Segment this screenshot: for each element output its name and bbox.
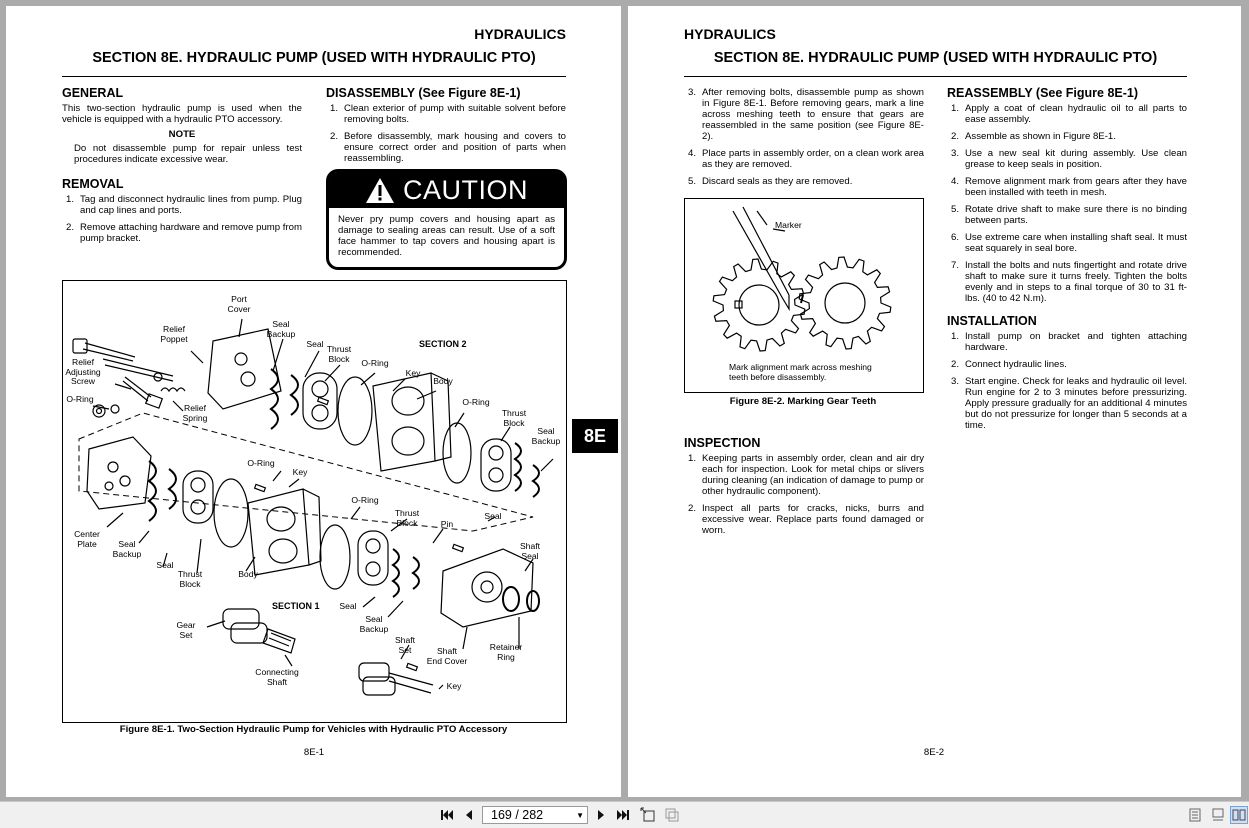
list-item: 2. Before disassembly, mark housing and covers to ensure correct order and position of parts when reassembling. — [330, 131, 566, 164]
label-key-1: Key — [405, 368, 421, 378]
label-seal-backup-1: Seal Backup — [266, 319, 296, 339]
label-seal-1: Seal — [306, 339, 324, 349]
label-seal-backup-2: Seal Backup — [531, 426, 561, 446]
facing-view-button[interactable] — [1230, 806, 1248, 824]
list-item: 2. Connect hydraulic lines. — [951, 359, 1067, 370]
list-item: 1. Keeping parts in assembly order, clean and air dry each for inspection. Look for metal chips or slivers during cleaning (an indication of damage to pump or other hydraulic component). — [688, 453, 924, 497]
page-indicator-value: 169 / 282 — [491, 808, 544, 822]
gear-right-bore — [825, 283, 865, 323]
installation-list — [947, 331, 1187, 431]
label-o-ring-2: O-Ring — [66, 394, 94, 404]
last-page-icon — [616, 809, 630, 821]
next-page-icon — [596, 809, 606, 821]
single-page-view-button[interactable] — [1186, 806, 1204, 824]
label-seal-4: Seal — [339, 601, 357, 611]
figure-2-note: Mark alignment mark across meshing teeth before disassembly. — [729, 362, 872, 382]
page-right — [628, 6, 1241, 797]
list-item: 2. Assemble as shown in Figure 8E-1. — [951, 131, 1116, 142]
figure-8e-1 — [62, 280, 567, 723]
list-item: 3. After removing bolts, disassemble pump as shown in Figure 8E-1. Before removing gears, mark a line across meshing teeth to ensure that gears are reassembled in the same position (see Figure 8E-2). — [688, 87, 924, 142]
fit-width-button[interactable] — [663, 806, 681, 824]
list-item: 7. Install the bolts and nuts fingertight and rotate drive shaft to make sure it turns freely. Tighten the bolts evenly and in steps to a final torque of 30 to 31 ft-lbs. (40 to 42 N.m). — [951, 260, 1187, 304]
list-item: 3. Use a new seal kit during assembly. Use clean grease to keep seals in position. — [951, 148, 1187, 170]
gear-left-bore — [739, 285, 779, 325]
continuous-view-button[interactable] — [1209, 806, 1227, 824]
inspection-heading: INSPECTION — [684, 436, 761, 450]
label-key-3: Key — [446, 681, 462, 691]
list-item: 5. Discard seals as they are removed. — [688, 176, 853, 187]
list-item: 1. Tag and disconnect hydraulic lines from pump. Plug and cap lines and ports. — [66, 194, 302, 216]
list-item: 1. Clean exterior of pump with suitable solvent before removing bolts. — [330, 103, 566, 125]
reassembly-list — [947, 103, 1187, 304]
facing-view-icon — [1232, 809, 1246, 821]
fit-page-icon — [640, 807, 656, 823]
label-retainer-ring: Retainer Ring — [489, 642, 523, 662]
list-item: 4. Remove alignment mark from gears after they have been installed with teeth in mesh. — [951, 176, 1187, 198]
inspection-list — [684, 453, 924, 536]
note-heading: NOTE — [168, 129, 196, 140]
label-seal-3: Seal — [156, 560, 174, 570]
inspection-section — [684, 436, 924, 542]
label-body-2: Body — [238, 569, 258, 579]
caution-word: CAUTION — [403, 174, 528, 205]
label-o-ring-1: O-Ring — [361, 358, 389, 368]
figure-8e-2-caption: Figure 8E-2. Marking Gear Teeth — [729, 396, 877, 407]
warning-icon — [365, 177, 395, 204]
label-connecting-shaft: Connecting Shaft — [255, 667, 299, 687]
viewer-toolbar — [0, 801, 1249, 828]
first-page-button[interactable] — [438, 806, 456, 824]
label-thrust-block-3: Thrust Block — [394, 508, 420, 528]
general-text: This two-section hydraulic pump is used when the vehicle is equipped with a hydraulic PTO accessory. — [62, 103, 302, 125]
installation-heading: INSTALLATION — [947, 314, 1037, 328]
page-number-input[interactable] — [482, 806, 588, 824]
left-column — [684, 87, 924, 193]
label-o-ring-4: O-Ring — [247, 458, 275, 468]
label-shaft-end-cover: Shaft End Cover — [426, 646, 468, 666]
label-gear-set: Gear Set — [176, 620, 196, 640]
list-item: 3. Start engine. Check for leaks and hydraulic oil level. Run engine for 2 to 3 minutes before pressurizing. Apply pressure gradually for an additional 4 minutes but do not pressurize for longer than 5 seconds at a time. — [951, 376, 1187, 431]
page-number: 8E-1 — [303, 747, 325, 758]
label-relief-spring: Relief Spring — [182, 403, 208, 423]
left-column — [62, 86, 302, 250]
list-item: 4. Place parts in assembly order, on a clean work area as they are removed. — [688, 148, 924, 170]
continuous-view-icon — [1212, 808, 1224, 822]
label-port-cover: Port Cover — [227, 294, 251, 314]
single-page-icon — [1189, 808, 1201, 822]
list-item: 1. Install pump on bracket and tighten attaching hardware. — [951, 331, 1187, 353]
general-heading: GENERAL — [62, 86, 124, 100]
label-relief-poppet: Relief Poppet — [160, 324, 188, 344]
label-seal-backup-3: Seal Backup — [112, 539, 142, 559]
list-item: 6. Use extreme care when installing shaft seal. It must seat squarely in seal bore. — [951, 232, 1187, 254]
running-header: HYDRAULICS — [684, 26, 776, 42]
disassembly-heading: DISASSEMBLY (See Figure 8E-1) — [326, 86, 521, 100]
label-section-1: SECTION 1 — [272, 601, 320, 611]
label-o-ring-3: O-Ring — [462, 397, 490, 407]
figure-8e-2 — [684, 198, 924, 393]
page-left — [6, 6, 621, 797]
chevron-down-icon: ▼ — [576, 811, 584, 820]
list-item: 2. Inspect all parts for cracks, nicks, burrs and excessive wear. Replace parts found damaged or worn. — [688, 503, 924, 536]
label-o-ring-5: O-Ring — [351, 495, 379, 505]
gear-right — [799, 257, 891, 349]
list-item: 2. Remove attaching hardware and remove pump from pump bracket. — [66, 222, 302, 244]
list-item: 5. Rotate drive shaft to make sure there is no binding between parts. — [951, 204, 1187, 226]
caution-box — [326, 169, 567, 270]
section-title: SECTION 8E. HYDRAULIC PUMP (USED WITH HYDRAULIC PTO) — [713, 50, 1158, 66]
right-column — [947, 86, 1187, 437]
fit-page-button[interactable] — [639, 806, 657, 824]
caution-band — [329, 172, 564, 208]
previous-page-button[interactable] — [460, 806, 478, 824]
page-number: 8E-2 — [923, 747, 945, 758]
removal-heading: REMOVAL — [62, 177, 124, 191]
note-text: Do not disassemble pump for repair unless test procedures indicate excessive wear. — [74, 143, 302, 165]
removal-list — [62, 194, 302, 244]
label-marker: Marker — [775, 220, 802, 230]
label-center-plate: Center Plate — [74, 529, 100, 549]
label-pin: Pin — [440, 519, 454, 529]
disassembly-list — [326, 103, 566, 164]
label-section-2: SECTION 2 — [419, 339, 467, 349]
figure-8e-1-caption: Figure 8E-1. Two-Section Hydraulic Pump for Vehicles with Hydraulic PTO Accessory — [119, 724, 508, 735]
label-thrust-block-4: Thrust Block — [177, 569, 203, 589]
label-thrust-block-2: Thrust Block — [501, 408, 527, 428]
right-column — [326, 86, 566, 170]
list-item: 1. Apply a coat of clean hydraulic oil to all parts to ease assembly. — [951, 103, 1187, 125]
next-page-button[interactable] — [592, 806, 610, 824]
previous-page-icon — [464, 809, 474, 821]
label-shaft-set: Shaft Set — [394, 635, 416, 655]
first-page-icon — [440, 809, 454, 821]
section-tab: 8E — [572, 419, 618, 453]
fit-width-icon — [664, 807, 680, 823]
title-rule — [684, 76, 1187, 77]
section-title: SECTION 8E. HYDRAULIC PUMP (USED WITH HYDRAULIC PTO) — [92, 50, 536, 66]
label-body-1: Body — [433, 376, 453, 386]
title-rule — [62, 76, 566, 77]
label-seal-2: Seal — [484, 511, 502, 521]
label-key-2: Key — [292, 467, 308, 477]
caution-text: Never pry pump covers and housing apart as damage to sealing areas can result. Use of a soft face hammer to tap covers and housing apart is recommended. — [338, 214, 555, 258]
label-relief-adjusting-screw: Relief Adjusting Screw — [65, 357, 101, 386]
label-shaft-seal: Shaft Seal — [519, 541, 541, 561]
reassembly-heading: REASSEMBLY (See Figure 8E-1) — [947, 86, 1139, 100]
gear-left — [713, 259, 805, 351]
label-seal-backup-4: Seal Backup — [359, 614, 389, 634]
running-header: HYDRAULICS — [474, 26, 566, 42]
label-thrust-block-1: Thrust Block — [326, 344, 352, 364]
last-page-button[interactable] — [614, 806, 632, 824]
disassembly-continued-list — [684, 87, 924, 187]
